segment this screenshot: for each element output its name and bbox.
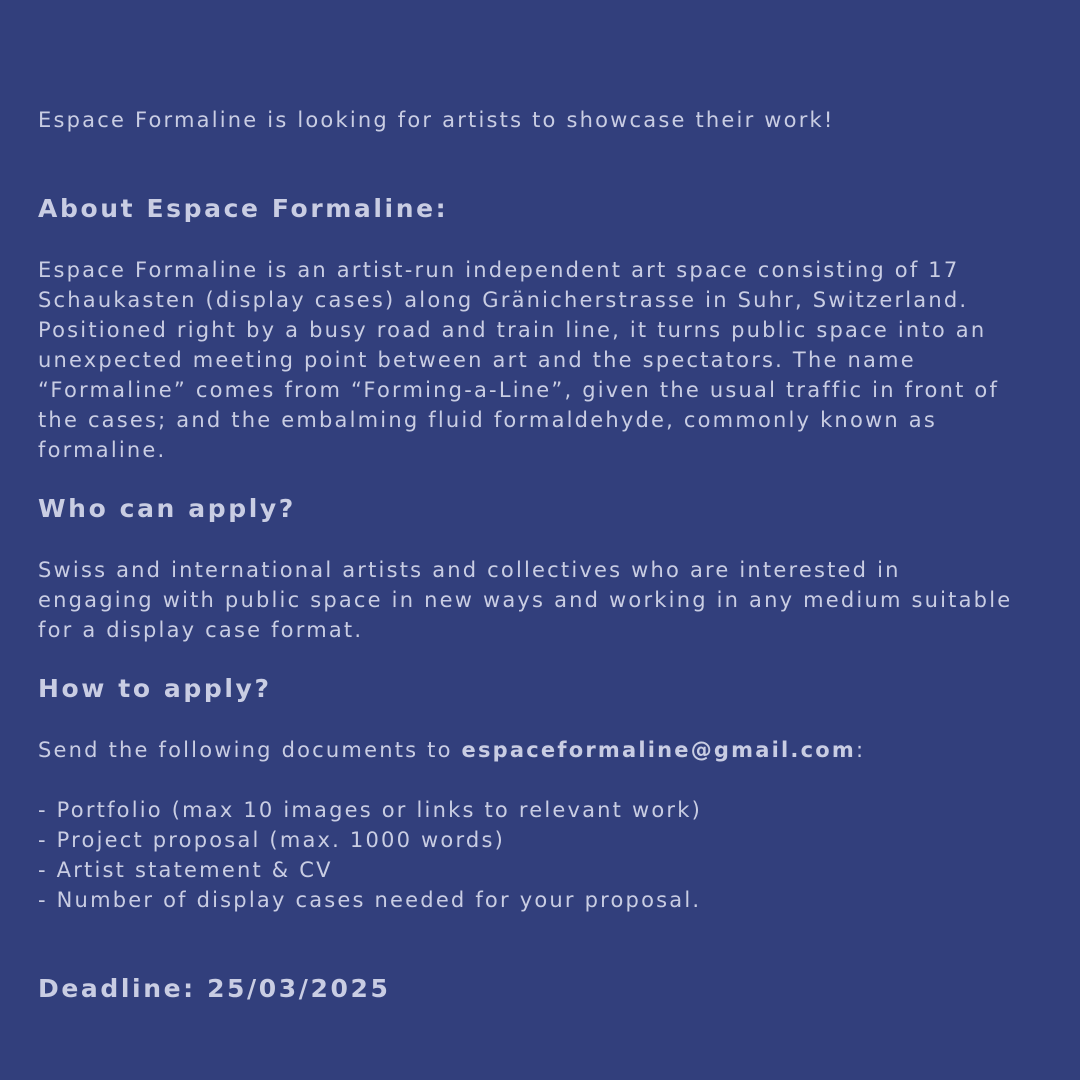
about-heading: About Espace Formaline: [38,194,449,223]
send-documents-text [38,735,865,765]
who-line: for a display case format. [38,618,364,642]
about-paragraph [38,255,999,465]
about-line: formaline. [38,438,167,462]
deadline-text: Deadline: 25/03/2025 [38,974,391,1003]
list-item: - Artist statement & CV [38,858,333,882]
documents-list [38,795,702,915]
who-line: Swiss and international artists and collectives who are interested in [38,558,901,582]
email-link[interactable]: espaceformaline@gmail.com [461,738,856,762]
how-to-apply-heading: How to apply? [38,674,272,703]
who-line: engaging with public space in new ways and working in any medium suitable [38,588,1013,612]
list-item: - Number of display cases needed for your proposal. [38,888,702,912]
who-can-apply-paragraph [38,555,1012,645]
about-line: Schaukasten (display cases) along Gränicherstrasse in Suhr, Switzerland. [38,288,969,312]
about-line: “Formaline” comes from “Forming-a-Line”, given the usual traffic in front of [38,378,1000,402]
send-suffix: : [855,738,866,762]
about-line: the cases; and the embalming fluid formaldehyde, commonly known as [38,408,937,432]
list-item: - Portfolio (max 10 images or links to relevant work) [38,798,703,822]
about-line: Espace Formaline is an artist-run independent art space consisting of 17 [38,258,960,282]
about-line: unexpected meeting point between art and the spectators. The name [38,348,916,372]
send-prefix: Send the following documents to [38,738,462,762]
about-line: Positioned right by a busy road and train line, it turns public space into an [38,318,987,342]
who-can-apply-heading: Who can apply? [38,494,296,523]
intro-text: Espace Formaline is looking for artists to showcase their work! [38,108,835,132]
list-item: - Project proposal (max. 1000 words) [38,828,505,852]
